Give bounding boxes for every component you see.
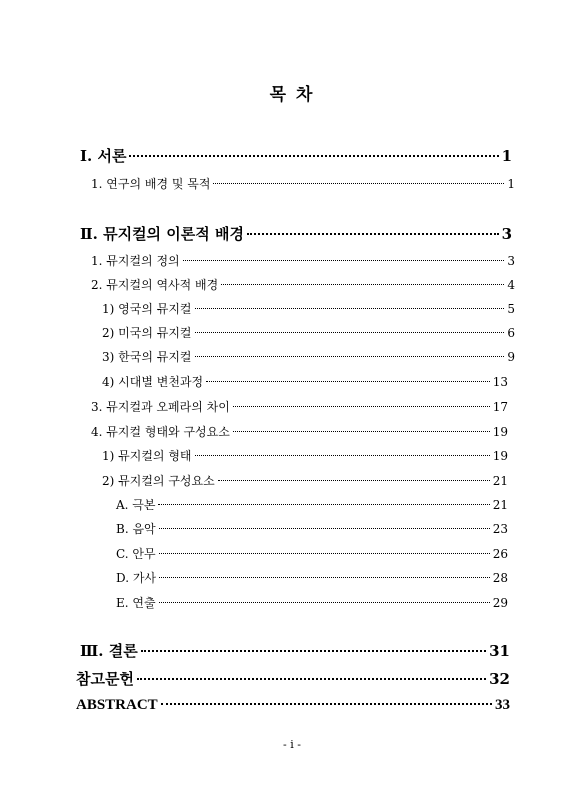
toc-entry-korea[interactable] [102,348,515,365]
toc-entry-page: 1 [507,177,515,191]
toc-leader [218,479,490,481]
toc-entry-page: 21 [492,498,508,512]
toc-entry-definition[interactable] [91,252,515,269]
toc-entry-label: Ⅱ. 뮤지컬의 이론적 배경 [80,225,244,243]
toc-entry-theory[interactable] [80,223,512,244]
toc-leader [159,552,490,554]
toc-leader [233,430,490,432]
toc-entry-label: 1. 뮤지컬의 정의 [91,254,180,268]
toc-entry-label: 2) 미국의 뮤지컬 [102,326,192,340]
toc-entry-page: 21 [492,474,508,488]
toc-entry-history[interactable] [91,276,515,293]
toc-entry-elements[interactable] [102,472,508,489]
toc-leader [129,154,498,157]
toc-entry-label: A. 극본 [116,498,156,512]
toc-entry-label: Ⅲ. 결론 [80,642,138,660]
toc-entry-label: 1. 연구의 배경 및 목적 [91,177,211,191]
toc-leader [195,331,505,333]
toc-entry-background-purpose[interactable] [91,175,515,192]
toc-leader [195,307,505,309]
toc-entry-us[interactable] [102,324,515,341]
toc-entry-label: 2) 뮤지컬의 구성요소 [102,474,215,488]
toc-entry-references[interactable] [76,668,510,689]
toc-entry-form[interactable] [102,447,508,464]
toc-leader [221,283,504,285]
toc-entry-choreography[interactable] [116,545,508,562]
toc-entry-page: 9 [507,350,515,364]
toc-entry-page: 19 [492,425,508,439]
toc-entry-label: 3) 한국의 뮤지컬 [102,350,192,364]
toc-entry-label: ABSTRACT [76,697,158,713]
toc-entry-page: 26 [492,547,508,561]
toc-entry-label: 3. 뮤지컬과 오페라의 차이 [91,400,230,414]
toc-entry-page: 28 [492,571,508,585]
toc-leader [183,259,505,261]
toc-leader [137,677,486,680]
toc-entry-page: 31 [489,642,510,660]
toc-entry-label: 4. 뮤지컬 형태와 구성요소 [91,425,230,439]
toc-entry-page: 3 [507,254,515,268]
toc-leader [195,355,505,357]
toc-entry-label: 2. 뮤지컬의 역사적 배경 [91,278,219,292]
toc-entry-conclusion[interactable] [80,640,510,661]
toc-entry-script[interactable] [116,496,508,513]
toc-entry-music[interactable] [116,520,508,537]
toc-entry-label: Ⅰ. 서론 [80,147,127,165]
toc-leader [206,380,490,382]
toc-entry-page: 13 [492,375,508,389]
page-title: 목 차 [269,85,315,105]
toc-entry-uk[interactable] [102,300,515,317]
toc-entry-page: 29 [492,596,508,610]
toc-entry-form-elements[interactable] [91,423,508,440]
toc-entry-page: 6 [507,326,515,340]
toc-entry-label: D. 가사 [116,571,157,585]
toc-entry-page: 4 [507,278,515,292]
toc-entry-direction[interactable] [116,594,508,611]
toc-leader [159,576,490,578]
toc-entry-page: 17 [492,400,508,414]
toc-entry-abstract[interactable] [76,697,510,714]
toc-entry-label: B. 음악 [116,522,156,536]
toc-entry-label: 참고문헌 [76,670,134,688]
toc-entry-introduction[interactable] [80,145,512,166]
toc-leader [141,649,486,652]
toc-entry-label: 1) 영국의 뮤지컬 [102,302,192,316]
toc-entry-page: 3 [501,225,512,243]
toc-leader [158,503,489,505]
toc-entry-page: 23 [492,522,508,536]
toc-leader [213,182,504,184]
toc-entry-page: 32 [489,670,510,688]
toc-entry-lyrics[interactable] [116,569,508,586]
toc-entry-label: E. 연출 [116,596,156,610]
toc-leader [233,405,490,407]
toc-leader [159,601,490,603]
toc-entry-opera-difference[interactable] [91,398,508,415]
toc-entry-label: C. 안무 [116,547,156,561]
page-number-footer: - i - [283,738,301,751]
toc-leader [161,702,492,705]
toc-entry-page: 5 [507,302,515,316]
toc-entry-page: 33 [495,697,510,713]
toc-entry-label: 4) 시대별 변천과정 [102,375,204,389]
toc-leader [247,232,499,235]
toc-leader [159,527,490,529]
toc-leader [195,454,490,456]
toc-entry-page: 1 [501,147,512,165]
toc-entry-label: 1) 뮤지컬의 형태 [102,449,192,463]
toc-entry-page: 19 [492,449,508,463]
toc-entry-eras[interactable] [102,373,508,390]
